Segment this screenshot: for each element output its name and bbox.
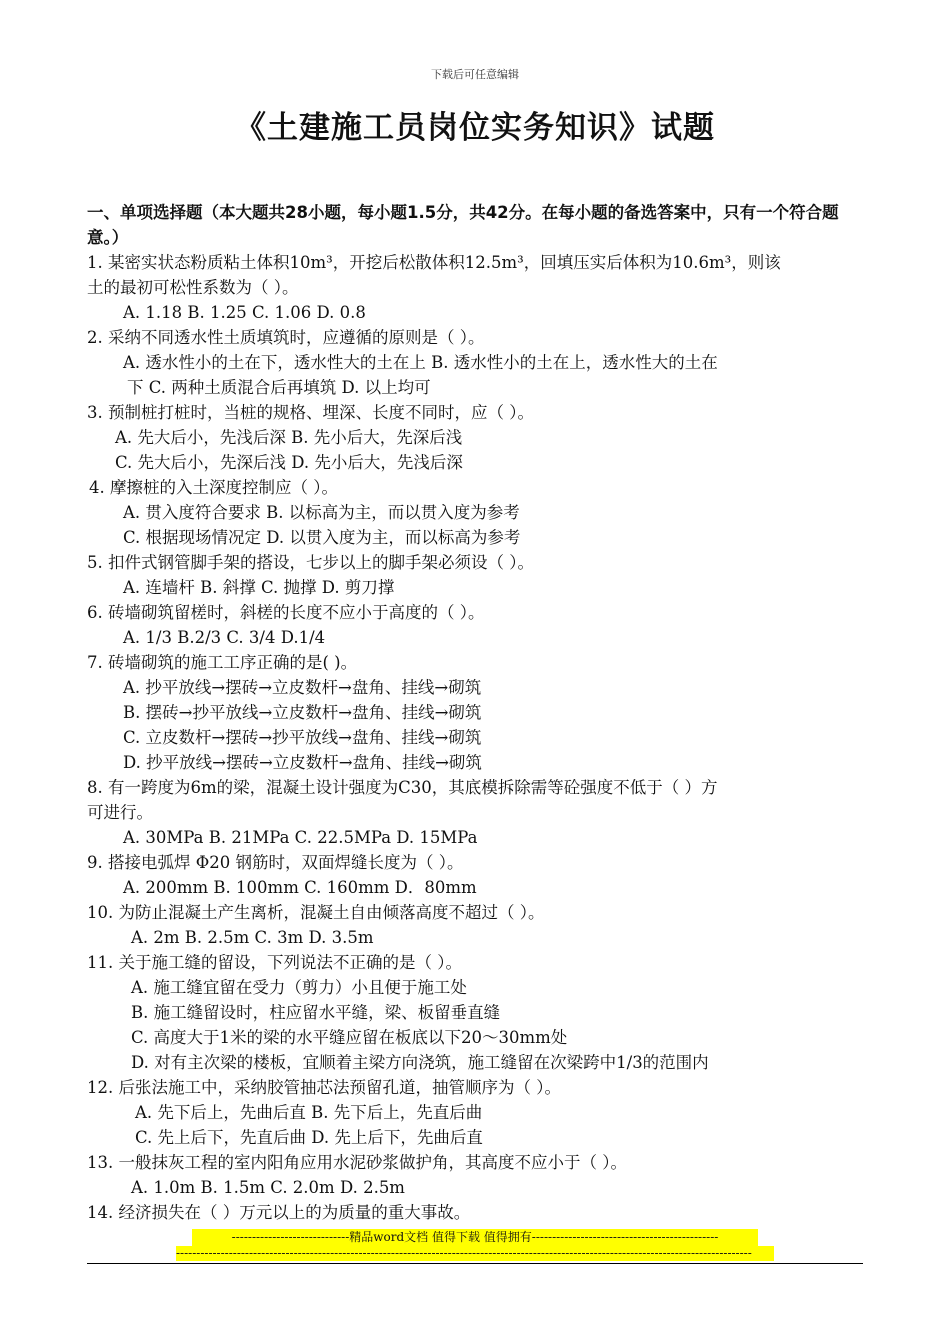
question-2-options-1: A. 透水性小的土在下，透水性大的土在上 B. 透水性小的土在上，透水性大的土在 — [123, 353, 718, 372]
question-7-option-b: B. 摆砖→抄平放线→立皮数杆→盘角、挂线→砌筑 — [123, 703, 482, 722]
question-3-options-1: A. 先大后小，先浅后深 B. 先小后大，先深后浅 — [115, 428, 463, 447]
question-5-options: A. 连墙杆 B. 斜撑 C. 抛撑 D. 剪刀撑 — [123, 578, 395, 597]
question-12-options-1: A. 先下后上，先曲后直 B. 先下后上，先直后曲 — [135, 1103, 483, 1122]
page-header: 下载后可任意编辑 — [431, 68, 519, 81]
question-12: 12. 后张法施工中，采纳胶管抽芯法预留孔道，抽管顺序为（ ）。 — [87, 1078, 561, 1097]
question-5: 5. 扣件式钢管脚手架的搭设，七步以上的脚手架必须设（ ）。 — [87, 553, 534, 572]
footer-divider — [87, 1263, 863, 1264]
question-1-options: A. 1.18 B. 1.25 C. 1.06 D. 0.8 — [123, 303, 366, 322]
question-2-options-2: 下 C. 两种土质混合后再填筑 D. 以上均可 — [127, 378, 431, 397]
question-11-option-a: A. 施工缝宜留在受力（剪力）小且便于施工处 — [131, 978, 467, 997]
question-4-options-2: C. 根据现场情况定 D. 以贯入度为主，而以标高为参考 — [123, 528, 521, 547]
question-8-line-1: 8. 有一跨度为6m的梁，混凝土设计强度为C30，其底模拆除需等砼强度不低于（ ）方 — [87, 778, 718, 797]
question-11-option-b: B. 施工缝留设时，柱应留水平缝，梁、板留垂直缝 — [131, 1003, 501, 1022]
footer-banner: -----------------------------精品word文档 值得下载 值得拥有---------------------------------------------- — [192, 1229, 758, 1246]
question-4-options-1: A. 贯入度符合要求 B. 以标高为主，而以贯入度为参考 — [123, 503, 520, 522]
question-6-options: A. 1/3 B.2/3 C. 3/4 D.1/4 — [123, 628, 326, 647]
question-11-option-c: C. 高度大于1米的梁的水平缝应留在板底以下20～30mm处 — [131, 1028, 568, 1047]
question-14: 14. 经济损失在（ ）万元以上的为质量的重大事故。 — [87, 1203, 471, 1222]
question-7: 7. 砖墙砌筑的施工工序正确的是( )。 — [87, 653, 358, 672]
question-9-options: A. 200mm B. 100mm C. 160mm D．80mm — [123, 878, 477, 897]
question-7-option-c: C. 立皮数杆→摆砖→抄平放线→盘角、挂线→砌筑 — [123, 728, 482, 747]
question-11: 11. 关于施工缝的留设，下列说法不正确的是（ ）。 — [87, 953, 462, 972]
question-7-option-a: A. 抄平放线→摆砖→立皮数杆→盘角、挂线→砌筑 — [123, 678, 482, 697]
document-title: 《土建施工员岗位实务知识》试题 — [235, 110, 715, 146]
question-1-line-2: 土的最初可松性系数为（ ）。 — [87, 278, 299, 297]
question-3: 3. 预制桩打桩时，当桩的规格、埋深、长度不同时，应（ ）。 — [87, 403, 534, 422]
question-1-line-1: 1. 某密实状态粉质粘土体积10m³，开挖后松散体积12.5m³，回填压实后体积为10.6m³，则该 — [87, 253, 781, 272]
question-2: 2. 采纳不同透水性土质填筑时，应遵循的原则是（ ）。 — [87, 328, 485, 347]
question-4: 4. 摩擦桩的入土深度控制应（ ）。 — [89, 478, 338, 497]
section-heading: 一、单项选择题（本大题共28小题，每小题1.5分，共42分。在每小题的备选答案中，只有一个符合题意。） — [87, 203, 839, 247]
question-8-line-2: 可进行。 — [87, 803, 153, 822]
question-6: 6. 砖墙砌筑留槎时，斜槎的长度不应小于高度的（ ）。 — [87, 603, 485, 622]
question-9: 9. 搭接电弧焊 Φ20 钢筋时，双面焊缝长度为（ ）。 — [87, 853, 464, 872]
question-13: 13. 一般抹灰工程的室内阳角应用水泥砂浆做护角，其高度不应小于（ ）。 — [87, 1153, 627, 1172]
question-7-option-d: D. 抄平放线→摆砖→立皮数杆→盘角、挂线→砌筑 — [123, 753, 482, 772]
question-10: 10. 为防止混凝土产生离析，混凝土自由倾落高度不超过（ ）。 — [87, 903, 545, 922]
question-12-options-2: C. 先上后下，先直后曲 D. 先上后下，先曲后直 — [135, 1128, 483, 1147]
question-3-options-2: C. 先大后小，先深后浅 D. 先小后大，先浅后深 — [115, 453, 463, 472]
question-10-options: A. 2m B. 2.5m C. 3m D. 3.5m — [131, 928, 374, 947]
question-13-options: A. 1.0m B. 1.5m C. 2.0m D. 2.5m — [131, 1178, 405, 1197]
footer-dash-line: ---------------------------------------------------------------------------------------------------------------------------------------------- — [176, 1246, 774, 1261]
question-8-options: A. 30MPa B. 21MPa C. 22.5MPa D. 15MPa — [123, 828, 478, 847]
question-11-option-d: D. 对有主次梁的楼板，宜顺着主梁方向浇筑，施工缝留在次梁跨中1/3的范围内 — [131, 1053, 709, 1072]
